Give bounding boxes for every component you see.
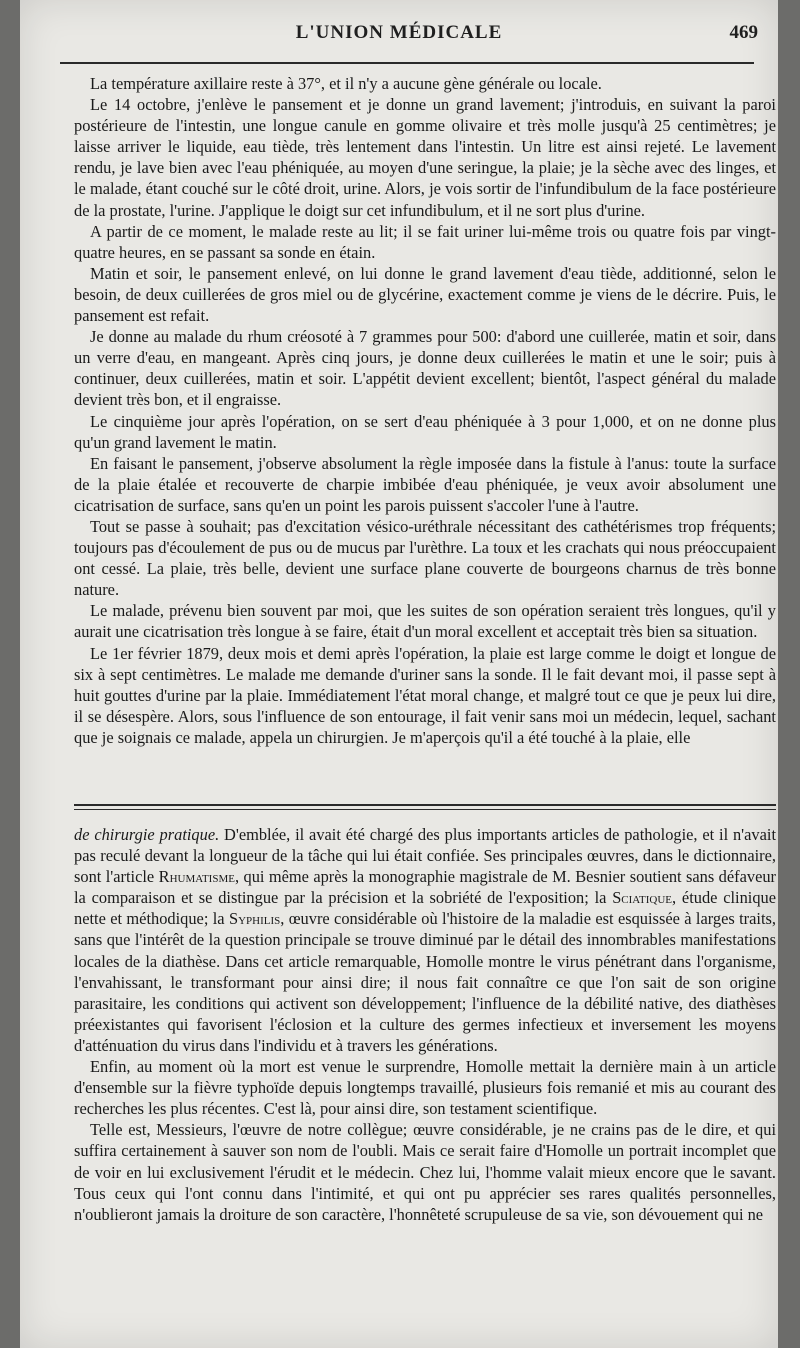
paragraph: Enfin, au moment où la mort est venue le surprendre, Homolle mettait la dernière main à un article d'ensemble sur la fièvre typhoïde depuis longtemps travaillé, plusieurs fois remanié et mis au courant des recherches les plus récentes. C'est là, pour ainsi dire, son testament scientifique. <box>74 1057 776 1119</box>
paragraph <box>74 824 776 1056</box>
paragraph: A partir de ce moment, le malade reste au lit; il se fait uriner lui-même trois ou quatre fois par vingt-quatre heures, en se passant sa sonde en étain. <box>74 221 776 262</box>
text-run: , qui même après la monographie magistrale de M. Besnier soutient sans défaveur la comparaison et se distingue par la précision et la sobriété de l'exposition; la <box>74 867 776 908</box>
paragraph: Tout se passe à souhait; pas d'excitation vésico-uréthrale nécessitant des cathétérismes trop fréquents; toujours pas d'écoulement de pus ou de mucus par l'urèthre. La toux et les crachats qui nous préoccupaient ont cessé. La plaie, très belle, devient une surface plane couverte de bourgeons charnus de très bonne nature. <box>74 516 776 600</box>
paragraph: En faisant le pansement, j'observe absolument la règle imposée dans la fistule à l'anus: toute la surface de la plaie étalée et recouverte de charpie imbibée d'eau phéniquée, je veux avoir absolument une cicatrisation de surface, sans qu'en un point les parois puissent s'accoler l'une à l'autre. <box>74 453 776 515</box>
paragraph: La température axillaire reste à 37°, et il n'y a aucune gène générale ou locale. <box>90 74 602 93</box>
page-header <box>20 20 778 54</box>
paragraph: Le 14 octobre, j'enlève le pansement et je donne un grand lavement; j'introduis, en suivant la paroi postérieure de l'intestin, une longue canule en gomme olivaire et très molle jusqu'à 25 centimètres; je laisse arriver le liquide, eau tiède, très lentement dans l'intestin. Un litre est ainsi rejeté. Le lavement rendu, je lave bien avec l'eau phéniquée, au moyen d'une seringue, la plaie; je la sèche avec des linges, et le malade, étant couché sur le côté droit, urine. Alors, je vois sortir de l'infundibulum de la face postérieure de la prostate, l'urine. J'applique le doigt sur cet infundibulum, et il ne sort plus d'urine. <box>74 95 776 220</box>
text-run: D'emblée, il avait été chargé des plus importants articles de pathologie, et il n'avait pas reculé devant la longueur de la tâche qui lui était confiée. Ses principales œuvres, dans le dictionnaire, sont l'article <box>74 825 776 887</box>
paragraph: Matin et soir, le pansement enlevé, on lui donne le grand lavement d'eau tiède, additionné, selon le besoin, de deux cuillerées de gros miel ou de glycérine, exactement comme je viens de le décrire. Puis, le pansement est refait. <box>74 263 776 326</box>
book-page <box>20 0 778 1348</box>
text-run: , œuvre considérable où l'histoire de la maladie est esquissée à larges traits, sans que l'intérêt de la question principale se trouve diminué par le détail des innombrables manifestations locales de la diathèse. Dans cet article remarquable, Homolle montre le virus pénétrant dans l'organisme, l'envahissant, le transformant pour ainsi dire; il nous fait connaître ce que l'on sait de son origine parasitaire, les conditions qui activent son développement; l'influence de la débilité native, des diathèses préexistantes qui favorisent l'éclosion et la culture des germes infectieux et inversement les moyens d'atténuation du virus dans l'individu et à travers les générations. <box>74 909 776 1055</box>
paragraph: Le 1er février 1879, deux mois et demi après l'opération, la plaie est large comme le doigt et longue de six à sept centimètres. Le malade me demande d'uriner sans la sonde. Il le fait devant moi, il passe sept à huit gouttes d'urine par la plaie. Immédiatement l'état moral change, et malgré tout ce que je peux lui dire, il se désespère. Alors, sous l'influence de son entourage, il fait venir sans moi un médecin, lequel, sachant que je soignais ce malade, appela un chirurgien. Je m'aperçois qu'il a été touché à la plaie, elle <box>74 643 776 747</box>
small-caps-term: Sciatique <box>612 888 673 908</box>
paragraph: Le malade, prévenu bien souvent par moi, que les suites de son opération seraient très longues, qu'il y aurait une cicatrisation très longue à se faire, était d'un moral excellent et acceptait très bien sa situation. <box>74 601 776 642</box>
paragraph: Telle est, Messieurs, l'œuvre de notre collègue; œuvre considérable, je ne crains pas de le dire, et qui suffira certainement à sauver son nom de l'oubli. Mais ce serait faire d'Homolle un portrait incomplet que de voir en lui exclusivement l'érudit et le médecin. Chez lui, l'homme valait mieux encore que le savant. Tous ceux qui l'ont connu dans l'intimité, et qui ont pu apprécier ses rares qualités personnelles, n'oublieront jamais la droiture de son caractère, l'honnêteté scrupuleuse de sa vie, son dévouement qui ne <box>74 1120 776 1224</box>
feuilleton-separator-thin <box>74 809 776 810</box>
header-rule <box>60 62 754 64</box>
running-title: L'UNION MÉDICALE <box>295 22 503 43</box>
feuilleton-separator <box>74 804 776 806</box>
paragraph: Je donne au malade du rhum créosoté à 7 grammes pour 500: d'abord une cuillerée, matin et soir, dans un verre d'eau, en mangeant. Après cinq jours, je donne deux cuillerées le matin et une le soir; puis à continuer, deux cuillerées, matin et soir. L'appétit devient excellent; bientôt, l'aspect général du malade devient très bon, et il engraisse. <box>74 327 776 410</box>
paragraph: Le cinquième jour après l'opération, on se sert d'eau phéniquée à 3 pour 1,000, et on ne donne plus qu'un grand lavement le matin. <box>74 411 776 452</box>
italic-phrase: de chirurgie pratique. <box>74 825 220 844</box>
small-caps-term: Syphilis <box>228 909 281 929</box>
small-caps-term: Rhumatisme <box>158 867 235 887</box>
feuilleton-text <box>74 824 776 1225</box>
main-text <box>74 73 776 748</box>
text-run: , étude clinique nette et méthodique; la <box>74 888 776 929</box>
page-number: 469 <box>729 22 758 43</box>
